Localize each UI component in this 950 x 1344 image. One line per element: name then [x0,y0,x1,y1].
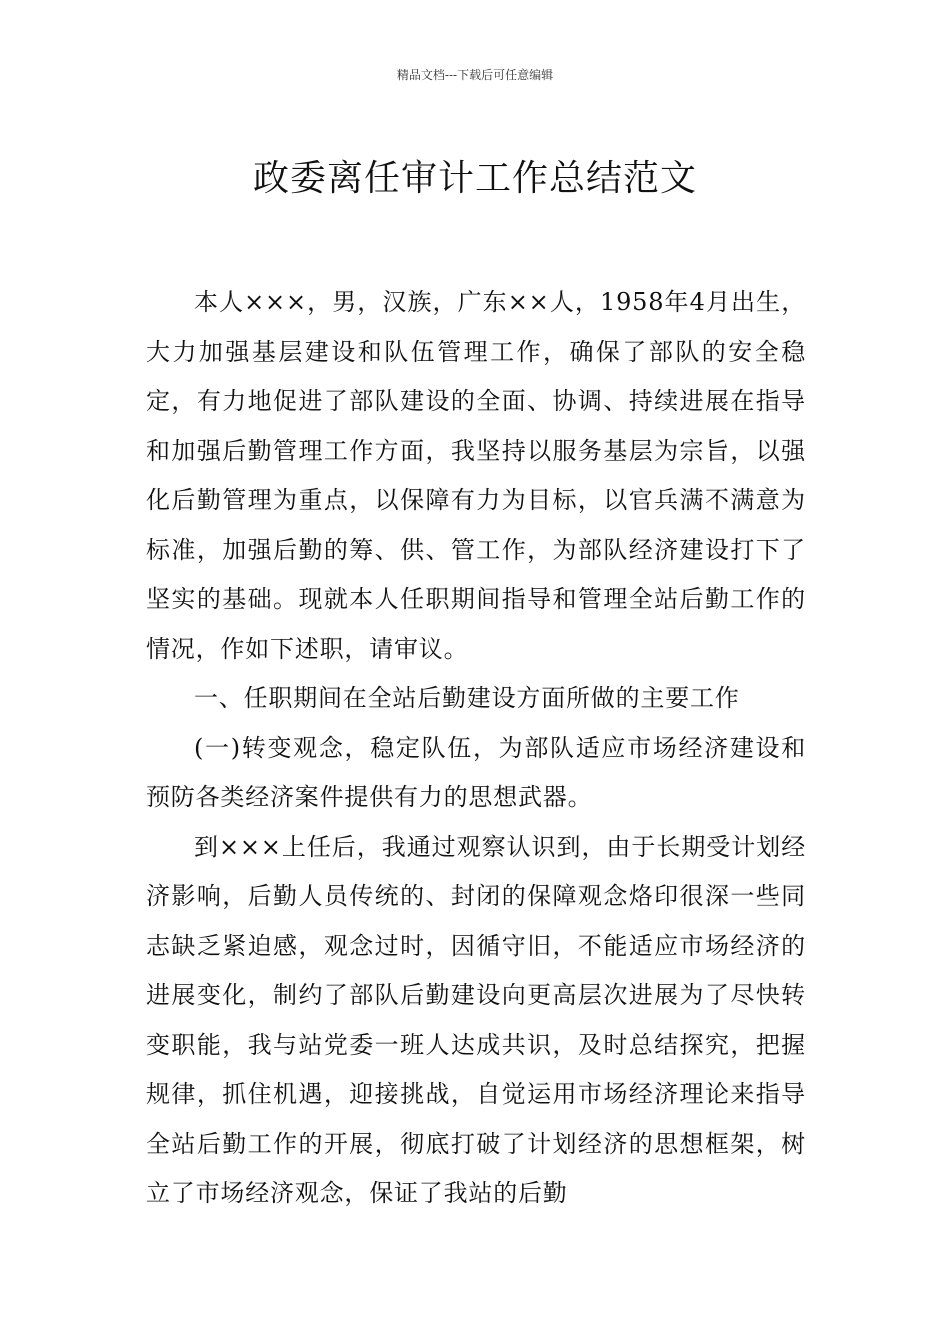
document-body [146,278,806,1219]
paragraph-body: 到×××上任后，我通过观察认识到，由于长期受计划经济影响，后勤人员传统的、封闭的保障观念烙印很深一些同志缺乏紧迫感，观念过时，因循守旧，不能适应市场经济的进展变化，制约了部队后勤建设向更高层次进展为了尽快转变职能，我与站党委一班人达成共识，及时总结探究，把握规律，抓住机遇，迎接挑战，自觉运用市场经济理论来指导全站后勤工作的开展，彻底打破了计划经济的思想框架，树立了市场经济观念，保证了我站的后勤 [146,832,806,1207]
document-title: 政委离任审计工作总结范文 [252,158,697,200]
paragraph-subsection-heading: (一)转变观念，稳定队伍，为部队适应市场经济建设和预防各类经济案件提供有力的思想武器。 [146,733,806,811]
header-note: 精品文档---下载后可任意编辑 [396,68,554,82]
paragraph-section-heading: 一、任职期间在全站后勤建设方面所做的主要工作 [194,684,740,712]
paragraph-intro: 本人×××，男，汉族，广东××人，1958年4月出生，大力加强基层建设和队伍管理工作，确保了部队的安全稳定，有力地促进了部队建设的全面、协调、持续进展在指导和加强后勤管理工作方面，我坚持以服务基层为宗旨，以强化后勤管理为重点，以保障有力为目标，以官兵满不满意为标准，加强后勤的筹、供、管工作，为部队经济建设打下了坚实的基础。现就本人任职期间指导和管理全站后勤工作的情况，作如下述职，请审议。 [146,288,806,663]
